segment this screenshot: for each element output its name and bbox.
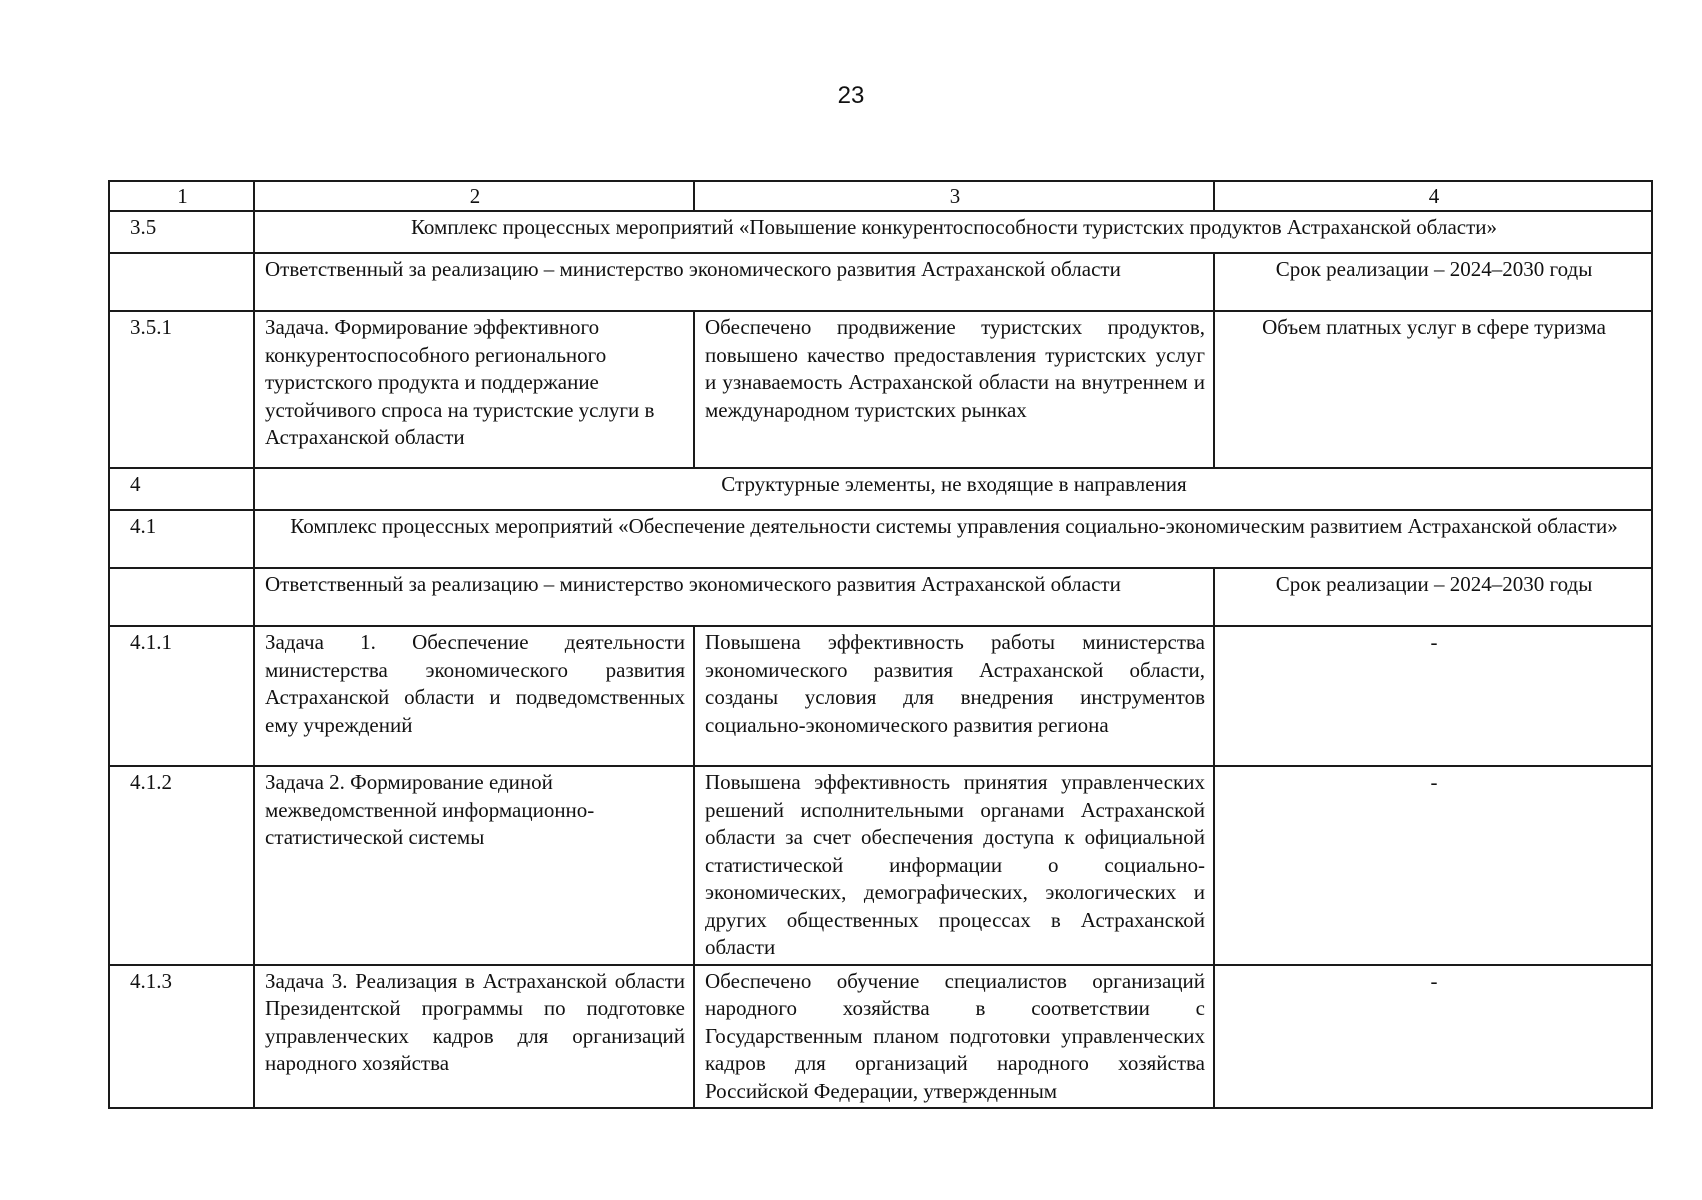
result-cell: Обеспечено обучение специалистов организаций народного хозяйства в соответствии с Государственным планом подготовки управленческих кадров для организаций народного хозяйства Российской Федерации, утвержденным [694,965,1214,1109]
table-header-row [109,181,1652,211]
table-row [109,568,1652,626]
table-row [109,510,1652,568]
table-row [109,211,1652,253]
row-number: 3.5.1 [109,311,254,468]
row-number: 4.1.3 [109,965,254,1109]
responsible-cell: Ответственный за реализацию – министерство экономического развития Астраханской области [254,253,1214,311]
result-cell: Повышена эффективность принятия управленческих решений исполнительными органами Астраханской области за счет обеспечения доступа к официальной статистической информации о социально-экономических, демографических, экологических и других общественных процессах в Астраханской области [694,766,1214,965]
table-row [109,253,1652,311]
row-number [109,253,254,311]
header-cell: 1 [109,181,254,211]
task-cell: Задача 1. Обеспечение деятельности министерства экономического развития Астраханской области и подведомственных ему учреждений [254,626,694,766]
indicator-cell: - [1214,766,1652,965]
row-number: 4.1 [109,510,254,568]
table-row [109,965,1652,1109]
term-cell: Срок реализации – 2024–2030 годы [1214,253,1652,311]
term-cell: Срок реализации – 2024–2030 годы [1214,568,1652,626]
table-row [109,626,1652,766]
row-number: 4 [109,468,254,510]
indicator-cell: - [1214,626,1652,766]
indicator-cell: Объем платных услуг в сфере туризма [1214,311,1652,468]
document-table [108,180,1653,1109]
row-number: 3.5 [109,211,254,253]
table-row [109,766,1652,965]
task-cell: Задача 2. Формирование единой межведомственной информационно-статистической системы [254,766,694,965]
section-title: Комплекс процессных мероприятий «Обеспечение деятельности системы управления социально-экономическим развитием Астраханской области» [254,510,1652,568]
header-cell: 4 [1214,181,1652,211]
indicator-cell: - [1214,965,1652,1109]
header-cell: 3 [694,181,1214,211]
section-title: Комплекс процессных мероприятий «Повышение конкурентоспособности туристских продуктов Астраханской области» [254,211,1652,253]
row-number: 4.1.2 [109,766,254,965]
page-number: 23 [837,82,865,109]
task-cell: Задача 3. Реализация в Астраханской области Президентской программы по подготовке управленческих кадров для организаций народного хозяйства [254,965,694,1109]
responsible-cell: Ответственный за реализацию – министерство экономического развития Астраханской области [254,568,1214,626]
result-cell: Повышена эффективность работы министерства экономического развития Астраханской области, созданы условия для внедрения инструментов социально-экономического развития региона [694,626,1214,766]
result-cell: Обеспечено продвижение туристских продуктов, повышено качество предоставления туристских услуг и узнаваемость Астраханской области на внутреннем и международном туристских рынках [694,311,1214,468]
row-number [109,568,254,626]
section-title: Структурные элементы, не входящие в направления [254,468,1652,510]
row-number: 4.1.1 [109,626,254,766]
table-row [109,468,1652,510]
table-row [109,311,1652,468]
task-cell: Задача. Формирование эффективного конкурентоспособного регионального туристского продукта и поддержание устойчивого спроса на туристские услуги в Астраханской области [254,311,694,468]
header-cell: 2 [254,181,694,211]
